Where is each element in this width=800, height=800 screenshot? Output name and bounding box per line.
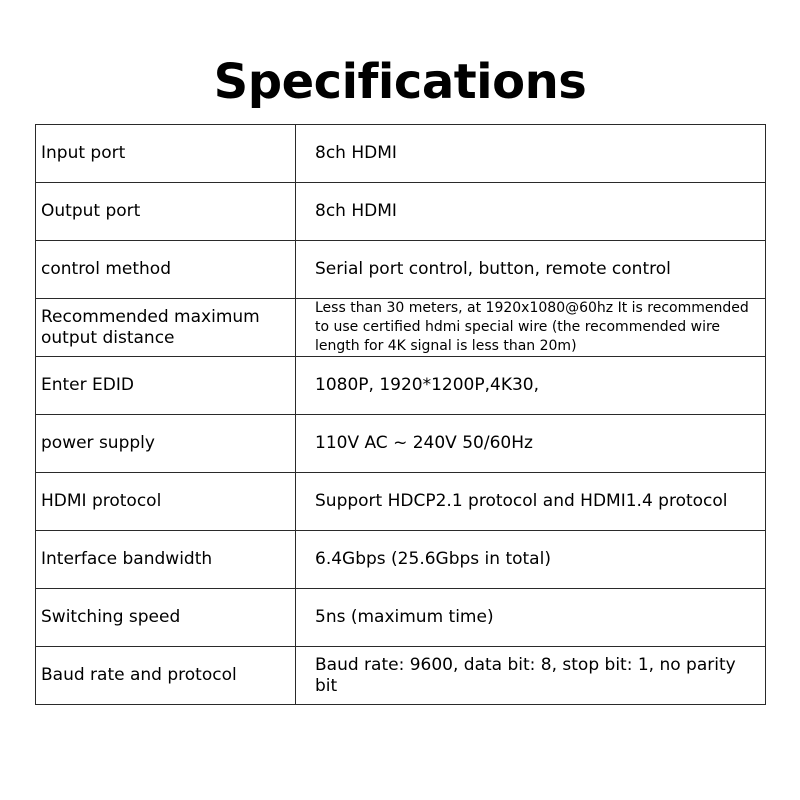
table-row [36,473,766,531]
spec-value-max-output-distance: Less than 30 meters, at 1920x1080@60hz It is recommended to use certified hdmi special wire (the recommended wire length for 4K signal is less than 20m) [296,299,766,357]
table-row [36,125,766,183]
table-row [36,531,766,589]
table-row [36,183,766,241]
spec-value-power-supply: 110V AC ~ 240V 50/60Hz [296,415,766,473]
spec-label-control-method: control method [36,241,296,299]
spec-value-interface-bandwidth: 6.4Gbps (25.6Gbps in total) [296,531,766,589]
spec-label-hdmi-protocol: HDMI protocol [36,473,296,531]
spec-label-output-port: Output port [36,183,296,241]
specifications-table [35,124,766,705]
table-row [36,241,766,299]
spec-value-output-port: 8ch HDMI [296,183,766,241]
table-row [36,299,766,357]
spec-label-interface-bandwidth: Interface bandwidth [36,531,296,589]
spec-value-switching-speed: 5ns (maximum time) [296,589,766,647]
spec-label-power-supply: power supply [36,415,296,473]
spec-label-max-output-distance: Recommended maximum output distance [36,299,296,357]
table-row [36,357,766,415]
spec-value-enter-edid: 1080P, 1920*1200P,4K30, [296,357,766,415]
table-row [36,647,766,705]
table-row [36,415,766,473]
page-title: Specifications [213,54,587,110]
spec-value-hdmi-protocol: Support HDCP2.1 protocol and HDMI1.4 protocol [296,473,766,531]
spec-label-enter-edid: Enter EDID [36,357,296,415]
spec-label-baud-rate: Baud rate and protocol [36,647,296,705]
spec-label-switching-speed: Switching speed [36,589,296,647]
spec-label-input-port: Input port [36,125,296,183]
spec-value-input-port: 8ch HDMI [296,125,766,183]
spec-value-baud-rate: Baud rate: 9600, data bit: 8, stop bit: 1, no parity bit [296,647,766,705]
table-row [36,589,766,647]
spec-value-control-method: Serial port control, button, remote control [296,241,766,299]
